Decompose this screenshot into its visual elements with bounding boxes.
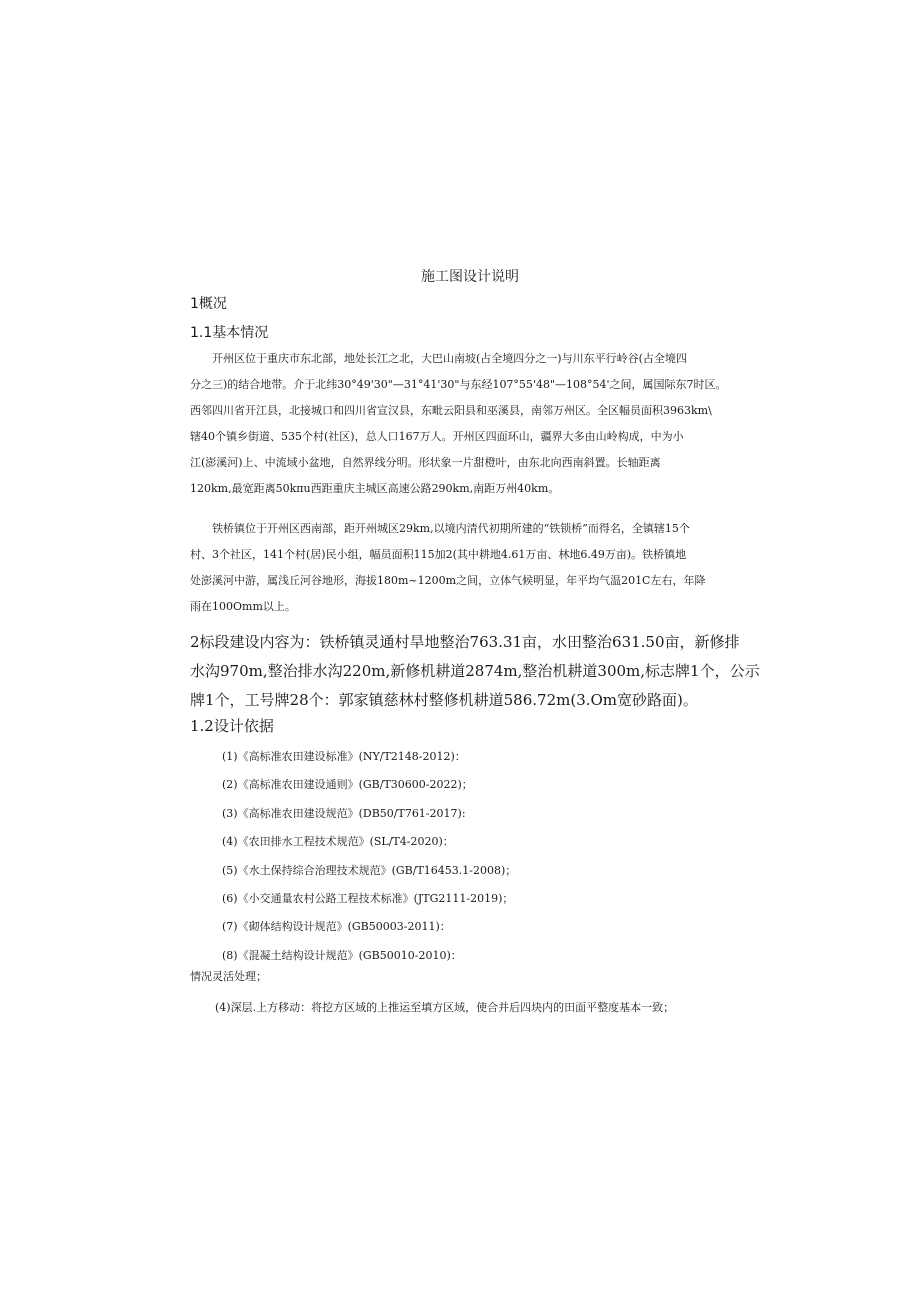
- paragraph-line: 开州区位于重庆市东北部，地处长江之北，大巴山南坡(占全境四分之一)与川东平行岭谷(占全境四: [212, 352, 687, 365]
- section-1-heading: 1概况: [190, 296, 227, 312]
- section-1-1-heading: 1.1基本情况: [190, 325, 269, 341]
- paragraph-line: 120km,最宽距离50kπu西距重庆主城区高速公路290km,南距万州40km。: [190, 482, 560, 495]
- basis-item: (5)《水土保持综合治理技术规范》(GB/T16453.1-2008)；: [222, 863, 517, 877]
- section-2-line: 水沟970m,整治排水沟220m,新修机耕道2874m,整治机耕道300m,标志牌1个，公示: [190, 662, 760, 680]
- paragraph-line: 村、3个社区，141个村(居)民小组，幅员面积115加2(其中耕地4.61万亩、林地6.49万亩)。铁桥镇地: [190, 548, 687, 561]
- paragraph-line: 雨在100Omm以上。: [190, 600, 296, 613]
- section-2-line: 2标段建设内容为：铁桥镇灵通村旱地整治763.31亩，水田整治631.50亩，新修排: [190, 633, 740, 651]
- paragraph-line: 江(澎溪河)上、中流域小盆地，自然界线分明。形状象一片甜橙叶，由东北向西南斜置。长轴距离: [190, 456, 661, 469]
- basis-item: (3)《高标准农田建设规范》(DB50/T761-2017):: [222, 806, 466, 820]
- paragraph-tieqiao: [190, 516, 770, 620]
- basis-item: (4)《农田排水工程技术规范》(SL/T4-2020)：: [222, 835, 454, 849]
- paragraph-line: 分之三)的结合地带。介于北纬30°49'30"—31°41'30"与东经107°55'48"—108°54'之间，属国际东7时区。: [190, 378, 727, 391]
- paragraph-kaizhou: [190, 346, 770, 502]
- paragraph-line: 铁桥镇位于开州区西南部，距开州城区29km,以境内清代初期所建的“铁锁桥”而得名，全镇辖15个: [212, 522, 690, 535]
- design-basis-list: [222, 743, 516, 970]
- paragraph-line: 处澎溪河中游，属浅丘河谷地形，海拔180m~1200m之间，立体气候明显，年平均气温201C左右，年降: [190, 574, 706, 587]
- section-2-content: [190, 628, 770, 715]
- basis-item: (1)《高标准农田建设标准》(NY/T2148-2012)：: [222, 750, 466, 763]
- basis-item: (8)《混凝土结构设计规范》(GB50010-2010)：: [222, 948, 462, 962]
- paragraph-line: 西邻四川省开江县，北接城口和四川省宣汉县，东毗云阳县和巫溪县，南邻万州区。全区幅员面积3963km\: [190, 404, 712, 417]
- basis-item: (7)《砌体结构设计规范》(GB50003-2011)：: [222, 920, 451, 934]
- basis-item: (6)《小交通量农村公路工程技术标准》(JTG2111-2019)；: [222, 891, 514, 905]
- section-2-line: 牌1个，工号牌28个：郭家镇慈林村整修机耕道586.72m(3.Om宽砂路面)。: [190, 691, 698, 709]
- note-text: 情况灵活处理；: [190, 970, 267, 983]
- document-title: 施工图设计说明: [421, 269, 519, 285]
- basis-item: (2)《高标准农田建设通则》(GB/T30600-2022)；: [222, 778, 473, 792]
- paragraph-line: 辖40个镇乡街道、535个村(社区)，总人口167万人。开州区四面环山，疆界大多由山岭构成，中为小: [190, 430, 684, 443]
- step-text: (4)深层.上方移动：将挖方区域的上推运至填方区域，使合并后四块内的田面平整度基本一致；: [215, 1001, 675, 1014]
- section-1-2-heading: 1.2设计依据: [190, 717, 274, 735]
